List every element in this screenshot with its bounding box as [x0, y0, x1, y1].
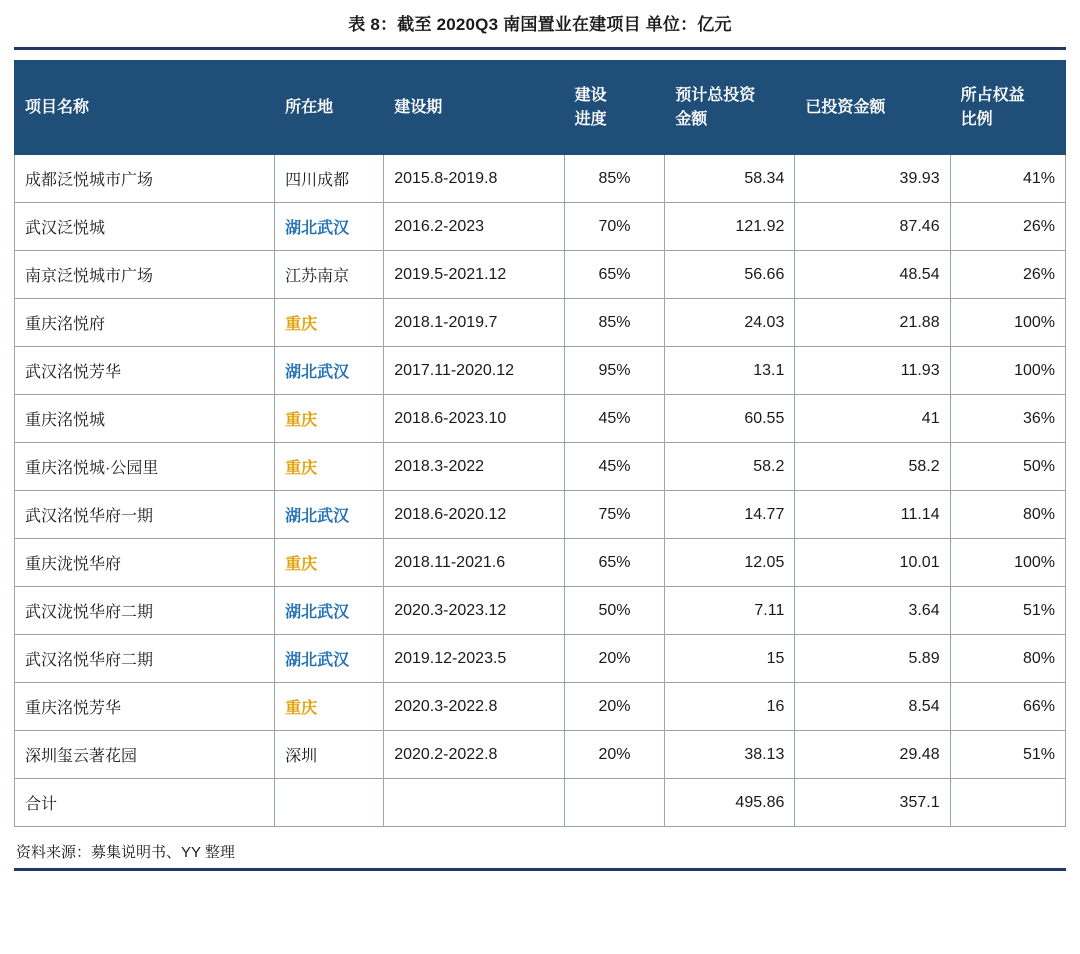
- cell-project-name: 武汉泷悦华府二期: [15, 587, 275, 635]
- column-header-construction-period: 建设期: [384, 61, 564, 155]
- cell-total-invested-amount: 357.1: [795, 779, 950, 827]
- cell-progress: 20%: [564, 635, 665, 683]
- cell-project-name: 成都泛悦城市广场: [15, 155, 275, 203]
- cell-equity-share: 66%: [950, 683, 1065, 731]
- column-header-progress-line2: 进度: [574, 110, 607, 128]
- cell-total-progress: [564, 779, 665, 827]
- cell-location: 湖北武汉: [275, 635, 384, 683]
- table-row: [15, 203, 1066, 251]
- cell-planned-investment: 58.34: [665, 155, 795, 203]
- table-row: [15, 539, 1066, 587]
- cell-location: 湖北武汉: [275, 347, 384, 395]
- cell-construction-period: 2020.3-2022.8: [384, 683, 564, 731]
- footer-divider: [14, 868, 1066, 871]
- cell-equity-share: 51%: [950, 587, 1065, 635]
- cell-progress: 20%: [564, 683, 665, 731]
- cell-location: 深圳: [275, 731, 384, 779]
- cell-construction-period: 2015.8-2019.8: [384, 155, 564, 203]
- cell-location: 重庆: [275, 683, 384, 731]
- cell-total-period: [384, 779, 564, 827]
- cell-invested-amount: 21.88: [795, 299, 950, 347]
- cell-invested-amount: 10.01: [795, 539, 950, 587]
- cell-total-equity-share: [950, 779, 1065, 827]
- table-row: [15, 683, 1066, 731]
- cell-location: 重庆: [275, 299, 384, 347]
- column-header-project-name: 项目名称: [15, 61, 275, 155]
- cell-progress: 70%: [564, 203, 665, 251]
- cell-project-name: 重庆洺悦城·公园里: [15, 443, 275, 491]
- cell-construction-period: 2017.11-2020.12: [384, 347, 564, 395]
- cell-location: 江苏南京: [275, 251, 384, 299]
- column-header-equity-share-line1: 所占权益: [960, 86, 1025, 104]
- table-row: [15, 155, 1066, 203]
- page-title: 表 8：截至 2020Q3 南国置业在建项目 单位：亿元: [348, 15, 732, 34]
- cell-planned-investment: 38.13: [665, 731, 795, 779]
- cell-equity-share: 26%: [950, 203, 1065, 251]
- cell-equity-share: 100%: [950, 539, 1065, 587]
- cell-construction-period: 2018.11-2021.6: [384, 539, 564, 587]
- cell-location: 湖北武汉: [275, 587, 384, 635]
- table-row: [15, 395, 1066, 443]
- column-header-equity-share: [950, 61, 1065, 155]
- table-header-row: [15, 61, 1066, 155]
- column-header-progress-line1: 建设: [574, 86, 607, 104]
- column-header-progress: [564, 61, 665, 155]
- cell-invested-amount: 39.93: [795, 155, 950, 203]
- cell-progress: 85%: [564, 155, 665, 203]
- table-body: [15, 155, 1066, 827]
- cell-planned-investment: 7.11: [665, 587, 795, 635]
- cell-equity-share: 100%: [950, 299, 1065, 347]
- cell-construction-period: 2019.5-2021.12: [384, 251, 564, 299]
- column-header-planned-investment-line1: 预计总投资: [675, 86, 756, 104]
- column-header-equity-share-line2: 比例: [960, 110, 993, 128]
- cell-planned-investment: 14.77: [665, 491, 795, 539]
- cell-planned-investment: 12.05: [665, 539, 795, 587]
- cell-planned-investment: 58.2: [665, 443, 795, 491]
- table-row: [15, 731, 1066, 779]
- cell-location: 重庆: [275, 539, 384, 587]
- cell-project-name: 武汉泛悦城: [15, 203, 275, 251]
- cell-invested-amount: 5.89: [795, 635, 950, 683]
- cell-construction-period: 2018.6-2020.12: [384, 491, 564, 539]
- cell-invested-amount: 41: [795, 395, 950, 443]
- table-row: [15, 635, 1066, 683]
- cell-construction-period: 2020.2-2022.8: [384, 731, 564, 779]
- cell-equity-share: 51%: [950, 731, 1065, 779]
- cell-construction-period: 2016.2-2023: [384, 203, 564, 251]
- cell-progress: 65%: [564, 539, 665, 587]
- cell-project-name: 重庆洺悦府: [15, 299, 275, 347]
- cell-project-name: 重庆洺悦城: [15, 395, 275, 443]
- cell-equity-share: 36%: [950, 395, 1065, 443]
- cell-project-name: 武汉洺悦芳华: [15, 347, 275, 395]
- column-header-planned-investment: [665, 61, 795, 155]
- cell-project-name: 重庆洺悦芳华: [15, 683, 275, 731]
- cell-total-planned-investment: 495.86: [665, 779, 795, 827]
- cell-planned-investment: 15: [665, 635, 795, 683]
- cell-planned-investment: 16: [665, 683, 795, 731]
- cell-project-name: 深圳玺云著花园: [15, 731, 275, 779]
- cell-total-location: [275, 779, 384, 827]
- table-row: [15, 491, 1066, 539]
- cell-planned-investment: 24.03: [665, 299, 795, 347]
- table-row: [15, 299, 1066, 347]
- source-note: 资料来源：募集说明书、YY 整理: [16, 844, 235, 861]
- cell-equity-share: 100%: [950, 347, 1065, 395]
- table-row: [15, 443, 1066, 491]
- table-row: [15, 251, 1066, 299]
- column-header-location: 所在地: [275, 61, 384, 155]
- cell-progress: 65%: [564, 251, 665, 299]
- cell-construction-period: 2019.12-2023.5: [384, 635, 564, 683]
- column-header-planned-investment-line2: 金额: [675, 110, 708, 128]
- cell-invested-amount: 87.46: [795, 203, 950, 251]
- cell-invested-amount: 11.93: [795, 347, 950, 395]
- cell-project-name: 重庆泷悦华府: [15, 539, 275, 587]
- column-header-invested-amount: 已投资金额: [795, 61, 950, 155]
- cell-invested-amount: 11.14: [795, 491, 950, 539]
- cell-project-name: 南京泛悦城市广场: [15, 251, 275, 299]
- cell-construction-period: 2020.3-2023.12: [384, 587, 564, 635]
- cell-location: 四川成都: [275, 155, 384, 203]
- cell-equity-share: 80%: [950, 635, 1065, 683]
- cell-project-name: 武汉洺悦华府一期: [15, 491, 275, 539]
- cell-invested-amount: 29.48: [795, 731, 950, 779]
- table-row: [15, 347, 1066, 395]
- cell-equity-share: 80%: [950, 491, 1065, 539]
- table-total-row: [15, 779, 1066, 827]
- cell-location: 湖北武汉: [275, 203, 384, 251]
- cell-project-name: 武汉洺悦华府二期: [15, 635, 275, 683]
- cell-invested-amount: 3.64: [795, 587, 950, 635]
- cell-progress: 95%: [564, 347, 665, 395]
- cell-location: 重庆: [275, 395, 384, 443]
- cell-construction-period: 2018.6-2023.10: [384, 395, 564, 443]
- cell-progress: 45%: [564, 395, 665, 443]
- cell-location: 湖北武汉: [275, 491, 384, 539]
- cell-location: 重庆: [275, 443, 384, 491]
- cell-progress: 20%: [564, 731, 665, 779]
- cell-planned-investment: 60.55: [665, 395, 795, 443]
- cell-invested-amount: 58.2: [795, 443, 950, 491]
- cell-planned-investment: 13.1: [665, 347, 795, 395]
- cell-total-label: 合计: [15, 779, 275, 827]
- cell-equity-share: 41%: [950, 155, 1065, 203]
- table-row: [15, 587, 1066, 635]
- cell-planned-investment: 121.92: [665, 203, 795, 251]
- cell-equity-share: 50%: [950, 443, 1065, 491]
- cell-progress: 50%: [564, 587, 665, 635]
- title-divider-top: [14, 47, 1066, 50]
- cell-invested-amount: 48.54: [795, 251, 950, 299]
- cell-progress: 85%: [564, 299, 665, 347]
- cell-progress: 45%: [564, 443, 665, 491]
- cell-planned-investment: 56.66: [665, 251, 795, 299]
- cell-equity-share: 26%: [950, 251, 1065, 299]
- cell-progress: 75%: [564, 491, 665, 539]
- construction-projects-table: [14, 60, 1066, 827]
- cell-invested-amount: 8.54: [795, 683, 950, 731]
- cell-construction-period: 2018.1-2019.7: [384, 299, 564, 347]
- cell-construction-period: 2018.3-2022: [384, 443, 564, 491]
